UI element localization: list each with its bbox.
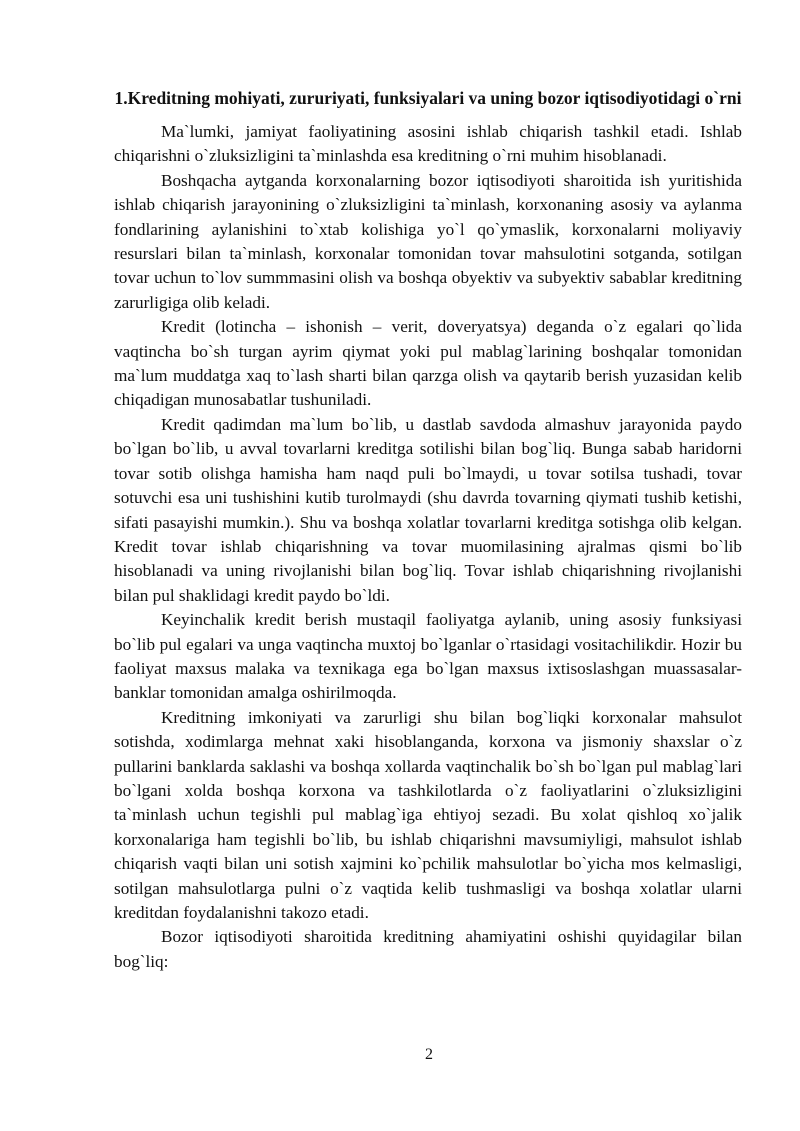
document-title: 1.Kreditning mohiyati, zururiyati, funksiyalari va uning bozor iqtisodiyotidagi o`rni [114,88,742,108]
document-page [114,86,742,974]
paragraph-3: Kredit (lotincha – ishonish – verit, doveryatsya) deganda o`z egalari qo`lida vaqtincha bo`sh turgan ayrim qiymat yoki pul mablag`larining boshqalar tomonidan ma`lum muddatga xaq to`lash sharti bilan qarzga olish va qaytarib berish yuzasidan kelib chiqadigan munosabatlar tushuniladi. [114,317,742,410]
paragraph-6: Kreditning imkoniyati va zarurligi shu bilan bog`liqki korxonalar mahsulot sotishda, xodimlarga mehnat xaki hisoblanganda, korxona va jismoniy shaxslar o`z pullarini banklarda saklashi va boshqa xollarda vaqtinchalik bo`sh bo`lgan pul mablag`lari bo`lgani xolda boshqa korxona va tashkilotlarda o`z faoliyatlarini o`zluksizligini ta`minlash uchun tegishli pul mablag`iga ehtiyoj sezadi. Bu xolat qishloq xo`jalik korxonalariga ham tegishli bo`lib, bu ishlab chiqarishni mavsumiyligi, mahsulot ishlab chiqarish vaqti bilan uni sotish xajmini ko`pchilik mahsulotlar bo`yicha mos kelmasligi, sotilgan mahsulotlarga pulni o`z vaqtida kelib tushmasligi va boshqa xolatlar ularni kreditdan foydalanishni takozo etadi. [114,707,742,922]
paragraph-2: Boshqacha aytganda korxonalarning bozor iqtisodiyoti sharoitida ish yuritishida ishlab chiqarish jarayonining o`zluksizligini ta`minlash, korxonaning asosiy va aylanma fondlarining aylanishini to`xtab kolishiga yo`l qo`ymaslik, korxonalarni moliyaviy resurslari bilan ta`minlash, korxonalar tomonidan tovar mahsulotini sotganda, sotilgan tovar uchun to`lov summmasini olish va boshqa obyektiv va subyektiv sabablar kreditning zarurligiga olib keladi. [114,170,742,312]
paragraph-4: Kredit qadimdan ma`lum bo`lib, u dastlab savdoda almashuv jarayonida paydo bo`lgan bo`lib, u avval tovarlarni kreditga sotilishi bilan bog`liq. Bunga sabab haridorni tovar sotib olishga hamisha ham naqd puli bo`lmaydi, u tovar sotilsa tushadi, tovar sotuvchi esa uni tushishini kutib turolmaydi (shu davrda tovarning qiymati tushib ketishi, sifati pasayishi mumkin.). Shu va boshqa xolatlar tovarlarni kreditga sotishga olib kelgan. Kredit tovar ishlab chiqarishning va tovar muomilasining ajralmas qismi bo`lib hisoblanadi va uning rivojlanishi bilan bog`liq. Tovar ishlab chiqarishning rivojlanishi bilan pul shaklidagi kredit paydo bo`ldi. [114,414,742,605]
paragraph-7: Bozor iqtisodiyoti sharoitida kreditning ahamiyatini oshishi quyidagilar bilan bog`liq: [114,927,742,971]
paragraph-1: Ma`lumki, jamiyat faoliyatining asosini ishlab chiqarish tashkil etadi. Ishlab chiqarishni o`zluksizligini ta`minlashda esa kreditning o`rni muhim hisoblanadi. [114,122,742,166]
page-number: 2 [425,1046,433,1063]
paragraph-5: Keyinchalik kredit berish mustaqil faoliyatga aylanib, uning asosiy funksiyasi bo`lib pul egalari va unga vaqtincha muxtoj bo`lganlar o`rtasidagi vositachilikdir. Hozir bu faoliyat maxsus malaka va texnikaga ega bo`lgan maxsus ixtisoslashgan muassasalar-banklar tomonidan amalga oshirilmoqda. [114,610,742,703]
